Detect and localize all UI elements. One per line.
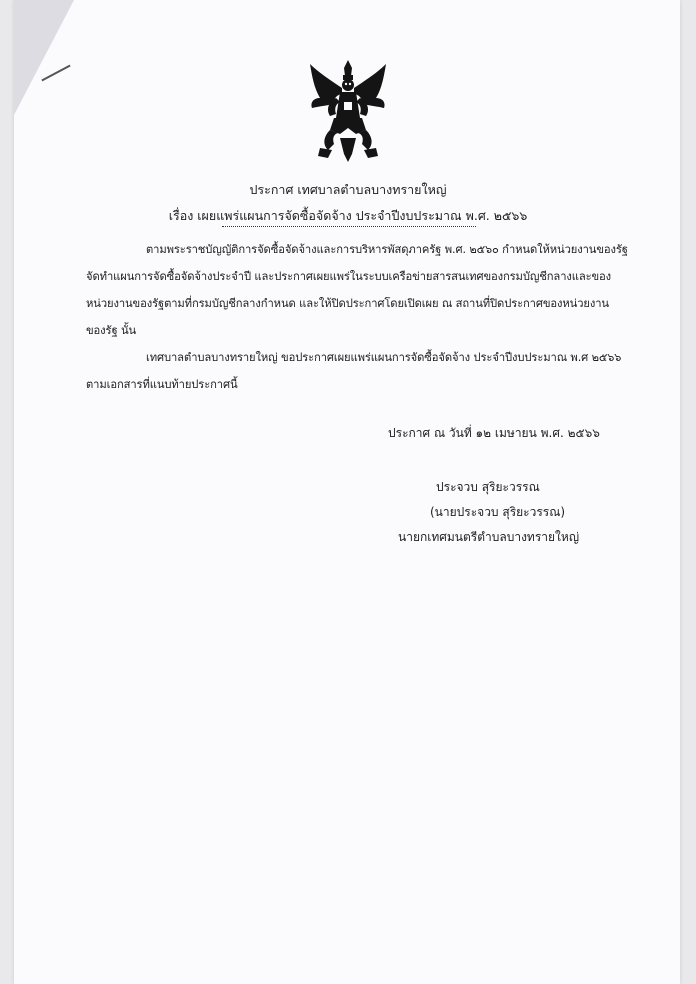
paragraph-1-line-2: จัดทำแผนการจัดซื้อจัดจ้างประจำปี และประกาศเผยแพร่ในระบบเครือข่ายสารสนเทศของกรมบัญชีกลางและของ [86,270,612,283]
announcement-title: ประกาศ เทศบาลตำบลบางทรายใหญ่ [249,182,447,197]
dotted-divider [222,226,476,227]
paragraph-2-line-1: เทศบาลตำบลบางทรายใหญ่ ขอประกาศเผยแพร่แผนการจัดซื้อจัดจ้าง ประจำปีงบประมาณ พ.ศ ๒๕๖๖ [146,351,622,364]
folded-corner [14,0,74,115]
signer-full-name: (นายประจวบ สุริยะวรรณ) [430,505,566,519]
garuda-emblem-icon [306,58,390,164]
paragraph-1-line-3: หน่วยงานของรัฐตามที่กรมบัญชีกลางกำหนด และให้ปิดประกาศโดยเปิดเผย ณ สถานที่ปิดประกาศของหน่วยงาน [86,297,609,310]
signer-position: นายกเทศมนตรีตำบลบางทรายใหญ่ [398,530,580,544]
signer-name: ประจวบ สุริยะวรรณ [436,480,540,494]
announcement-subject: เรื่อง เผยแพร่แผนการจัดซื้อจัดจ้าง ประจำปีงบประมาณ พ.ศ. ๒๕๖๖ [168,208,528,223]
paragraph-1-line-1: ตามพระราชบัญญัติการจัดซื้อจัดจ้างและการบริหารพัสดุภาครัฐ พ.ศ. ๒๕๖๐ กำหนดให้หน่วยงานของรัฐ [146,243,628,256]
paragraph-1-line-4: ของรัฐ นั้น [86,324,137,337]
announcement-date: ประกาศ ณ วันที่ ๑๒ เมษายน พ.ศ. ๒๕๖๖ [388,426,600,440]
paragraph-2-line-2: ตามเอกสารที่แนบท้ายประกาศนี้ [86,378,238,391]
